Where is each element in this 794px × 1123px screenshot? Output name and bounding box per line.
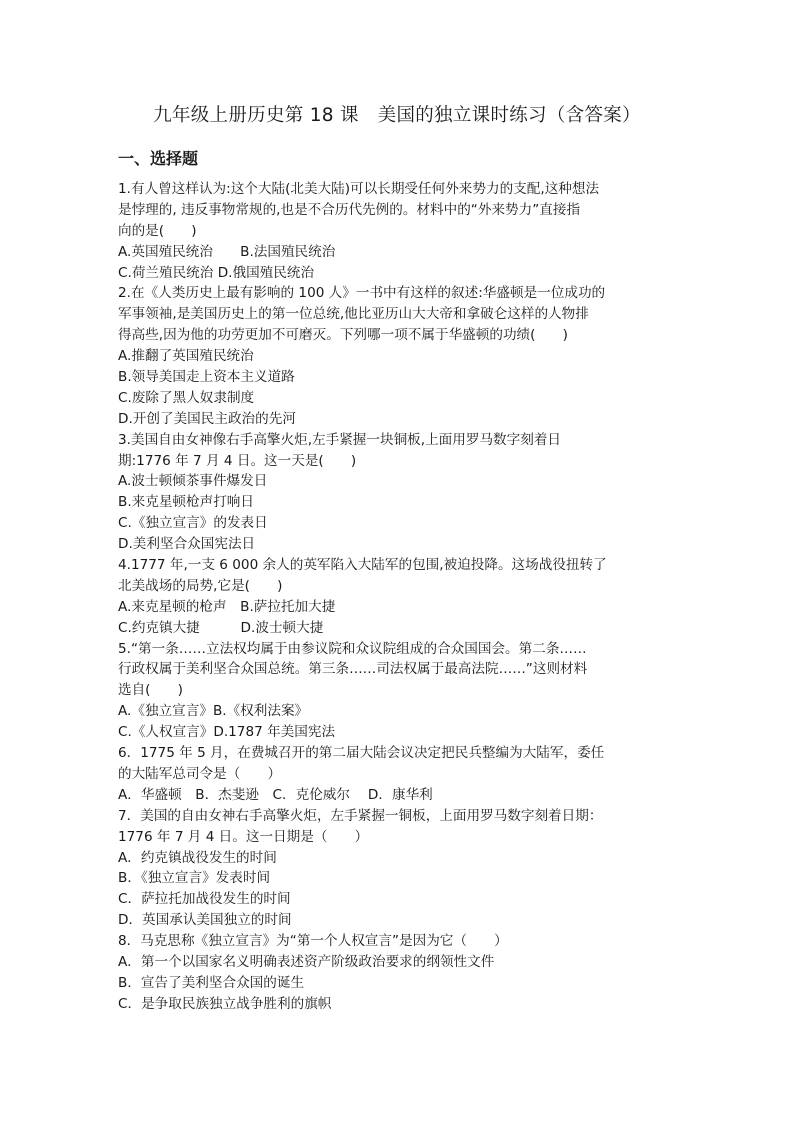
text-line: A．华盛顿 B．杰斐逊 C．克伦威尔 D．康华利	[118, 786, 433, 803]
text-line: 军事领袖,是美国历史上的第一位总统,他比亚历山大大帝和拿破仑这样的人物排	[118, 306, 589, 323]
question-body	[118, 179, 684, 1015]
text-line: D.开创了美国民主政治的先河	[118, 410, 296, 427]
text-line: 4.1777 年,一支 6 000 余人的英军陷入大陆军的包围,被迫投降。这场战役扭转了	[118, 557, 607, 574]
document-title: 九年级上册历史第 18 课 美国的独立课时练习（含答案）	[153, 105, 641, 126]
text-line: C．萨拉托加战役发生的时间	[118, 891, 291, 908]
text-line: 期:1776 年 7 月 4 日。这一天是( )	[118, 452, 357, 469]
text-line: C.《独立宣言》的发表日	[118, 515, 268, 532]
text-line: D．英国承认美国独立的时间	[118, 912, 292, 929]
text-line: 1.有人曾这样认为:这个大陆(北美大陆)可以长期受任何外来势力的支配,这种想法	[118, 181, 600, 197]
text-line: A.《独立宣言》B.《权利法案》	[118, 703, 309, 720]
text-line: 向的是( )	[118, 222, 197, 239]
text-line: A.英国殖民统治 B.法国殖民统治	[118, 243, 336, 260]
text-line: A.来克星顿的枪声 B.萨拉托加大捷	[118, 598, 336, 615]
text-line: C.《人权宣言》D.1787 年美国宪法	[118, 724, 336, 741]
text-line: A．第一个以国家名义明确表述资产阶级政治要求的纲领性文件	[118, 953, 495, 970]
text-line: 北美战场的局势,它是( )	[118, 577, 283, 594]
text-line: 3.美国自由女神像右手高擎火炬,左手紧握一块铜板,上面用罗马数字刻着日	[118, 431, 562, 448]
text-line: A．约克镇战役发生的时间	[118, 849, 277, 866]
text-line: 的大陆军总司令是（ ）	[118, 765, 282, 782]
text-line: 1776 年 7 月 4 日。这一日期是（ ）	[118, 828, 369, 845]
text-line: 得高些,因为他的功劳更加不可磨灭。下列哪一项不属于华盛顿的功绩( )	[118, 327, 568, 344]
text-line: B.领导美国走上资本主义道路	[118, 369, 295, 386]
text-line: C.荷兰殖民统治 D.俄国殖民统治	[118, 264, 315, 281]
text-line: 行政权属于美利坚合众国总统。第三条……司法权属于最高法院……”这则材料	[118, 661, 588, 678]
text-line: C.废除了黑人奴隶制度	[118, 389, 255, 406]
text-line: 选自( )	[118, 682, 183, 699]
section-heading: 一、选择题	[118, 149, 199, 168]
text-line: B．《独立宣言》发表时间	[118, 870, 271, 887]
text-line: 7．美国的自由女神右手高擎火炬，左手紧握一铜板，上面用罗马数字刻着日期：	[118, 807, 603, 824]
text-line: 8．马克思称《独立宣言》为“第一个人权宣言”是因为它（ ）	[118, 933, 508, 950]
text-line: B．宣告了美利坚合众国的诞生	[118, 974, 305, 991]
text-line: 2.在《人类历史上最有影响的 100 人》一书中有这样的叙述:华盛顿是一位成功的	[118, 285, 606, 302]
text-line: D.美利坚合众国宪法日	[118, 536, 256, 553]
text-line: B.来克星顿枪声打响日	[118, 494, 254, 511]
text-line: A.推翻了英国殖民统治	[118, 348, 254, 365]
text-line: 6．1775 年 5 月，在费城召开的第二届大陆会议决定把民兵整编为大陆军，委任	[118, 745, 605, 762]
text-line: C．是争取民族独立战争胜利的旗帜	[118, 995, 332, 1012]
text-line: 5.“第一条……立法权均属于由参议院和众议院组成的合众国国会。第二条……	[118, 640, 587, 657]
text-line: 是悖理的, 违反事物常规的,也是不合历代先例的。材料中的“外来势力”直接指	[118, 201, 581, 218]
text-line: A.波士顿倾茶事件爆发日	[118, 473, 268, 490]
text-line: C.约克镇大捷 D.波士顿大捷	[118, 619, 324, 636]
